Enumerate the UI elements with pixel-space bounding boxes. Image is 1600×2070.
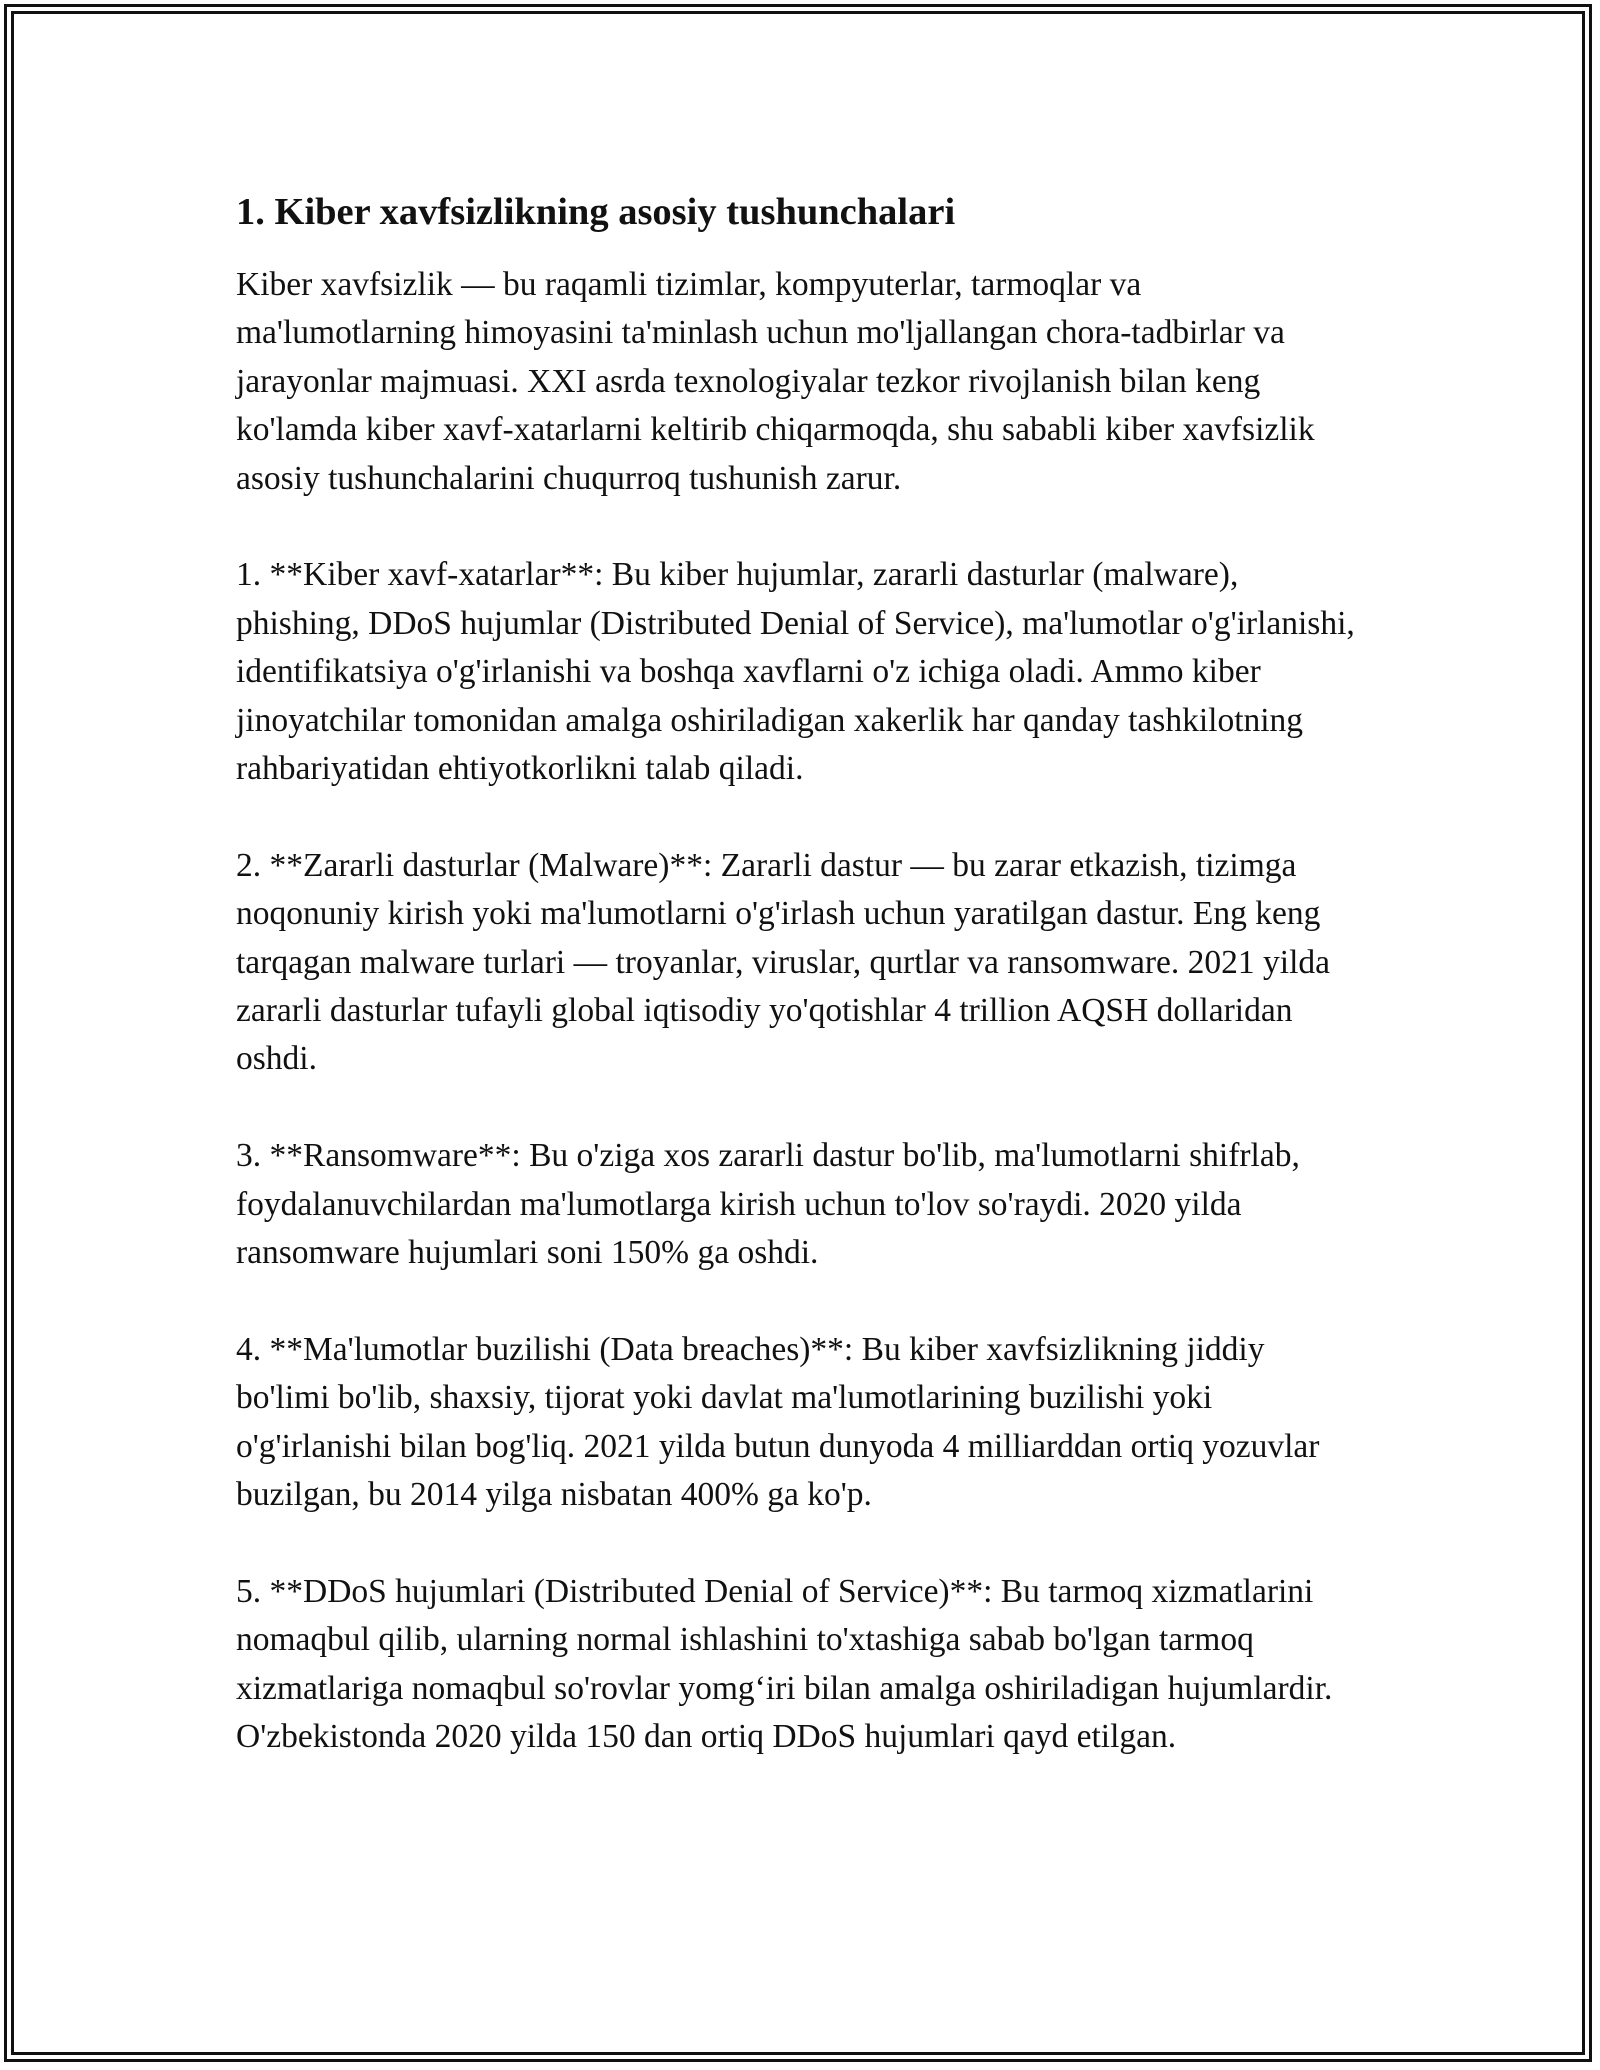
intro-paragraph: Kiber xavfsizlik — bu raqamli tizimlar, kompyuterlar, tarmoqlar va ma'lumotlarning himoyasini ta'minlash uchun mo'ljallangan chora-tadbirlar va jarayonlar majmuasi. XXI asrda texnologiyalar tezkor rivojlanish bilan keng ko'lamda kiber xavf-xatarlarni keltirib chiqarmoqda, shu sababli kiber xavfsizlik asosiy tushunchalarini chuqurroq tushunish zarur. [236,266,1315,497]
list-item-ddos: 5. **DDoS hujumlari (Distributed Denial of Service)**: Bu tarmoq xizmatlarini nomaqbul qilib, ularning normal ishlashini to'xtashiga sabab bo'lgan tarmoq xizmatlariga nomaqbul so'rovlar yomg‘iri bilan amalga oshiriladigan hujumlardir. O'zbekistonda 2020 yilda 150 dan ortiq DDoS hujumlari qayd etilgan. [236,1572,1333,1756]
list-item-malware: 2. **Zararli dasturlar (Malware)**: Zararli dastur — bu zarar etkazish, tizimga noqonuniy kirish yoki ma'lumotlarni o'g'irlash uchun yaratilgan dastur. Eng keng tarqagan malware turlari — troyanlar, viruslar, qurtlar va ransomware. 2021 yilda zararli dasturlar tufayli global iqtisodiy yo'qotishlar 4 trillion AQSH dollaridan oshdi. [236,846,1331,1078]
document-body [236,186,1366,1762]
section-heading: 1. Kiber xavfsizlikning asosiy tushunchalari [236,191,956,233]
list-item-cyber-threats: 1. **Kiber xavf-xatarlar**: Bu kiber hujumlar, zararli dasturlar (malware), phishing, DDoS hujumlar (Distributed Denial of Service), ma'lumotlar o'g'irlanishi, identifikatsiya o'g'irlanishi va boshqa xavflarni o'z ichiga oladi. Ammo kiber jinoyatchilar tomonidan amalga oshiriladigan xakerlik har qanday tashkilotning rahbariyatidan ehtiyotkorlikni talab qiladi. [236,556,1355,788]
list-item-data-breaches: 4. **Ma'lumotlar buzilishi (Data breaches)**: Bu kiber xavfsizlikning jiddiy bo'limi bo'lib, shaxsiy, tijorat yoki davlat ma'lumotlarining buzilishi yoki o'g'irlanishi bilan bog'liq. 2021 yilda butun dunyoda 4 milliarddan ortiq yozuvlar buzilgan, bu 2014 yilga nisbatan 400% ga ko'p. [236,1330,1320,1514]
list-item-ransomware: 3. **Ransomware**: Bu o'ziga xos zararli dastur bo'lib, ma'lumotlarni shifrlab, foydalanuvchilardan ma'lumotlarga kirish uchun to'lov so'raydi. 2020 yilda ransomware hujumlari soni 150% ga oshdi. [236,1137,1300,1272]
